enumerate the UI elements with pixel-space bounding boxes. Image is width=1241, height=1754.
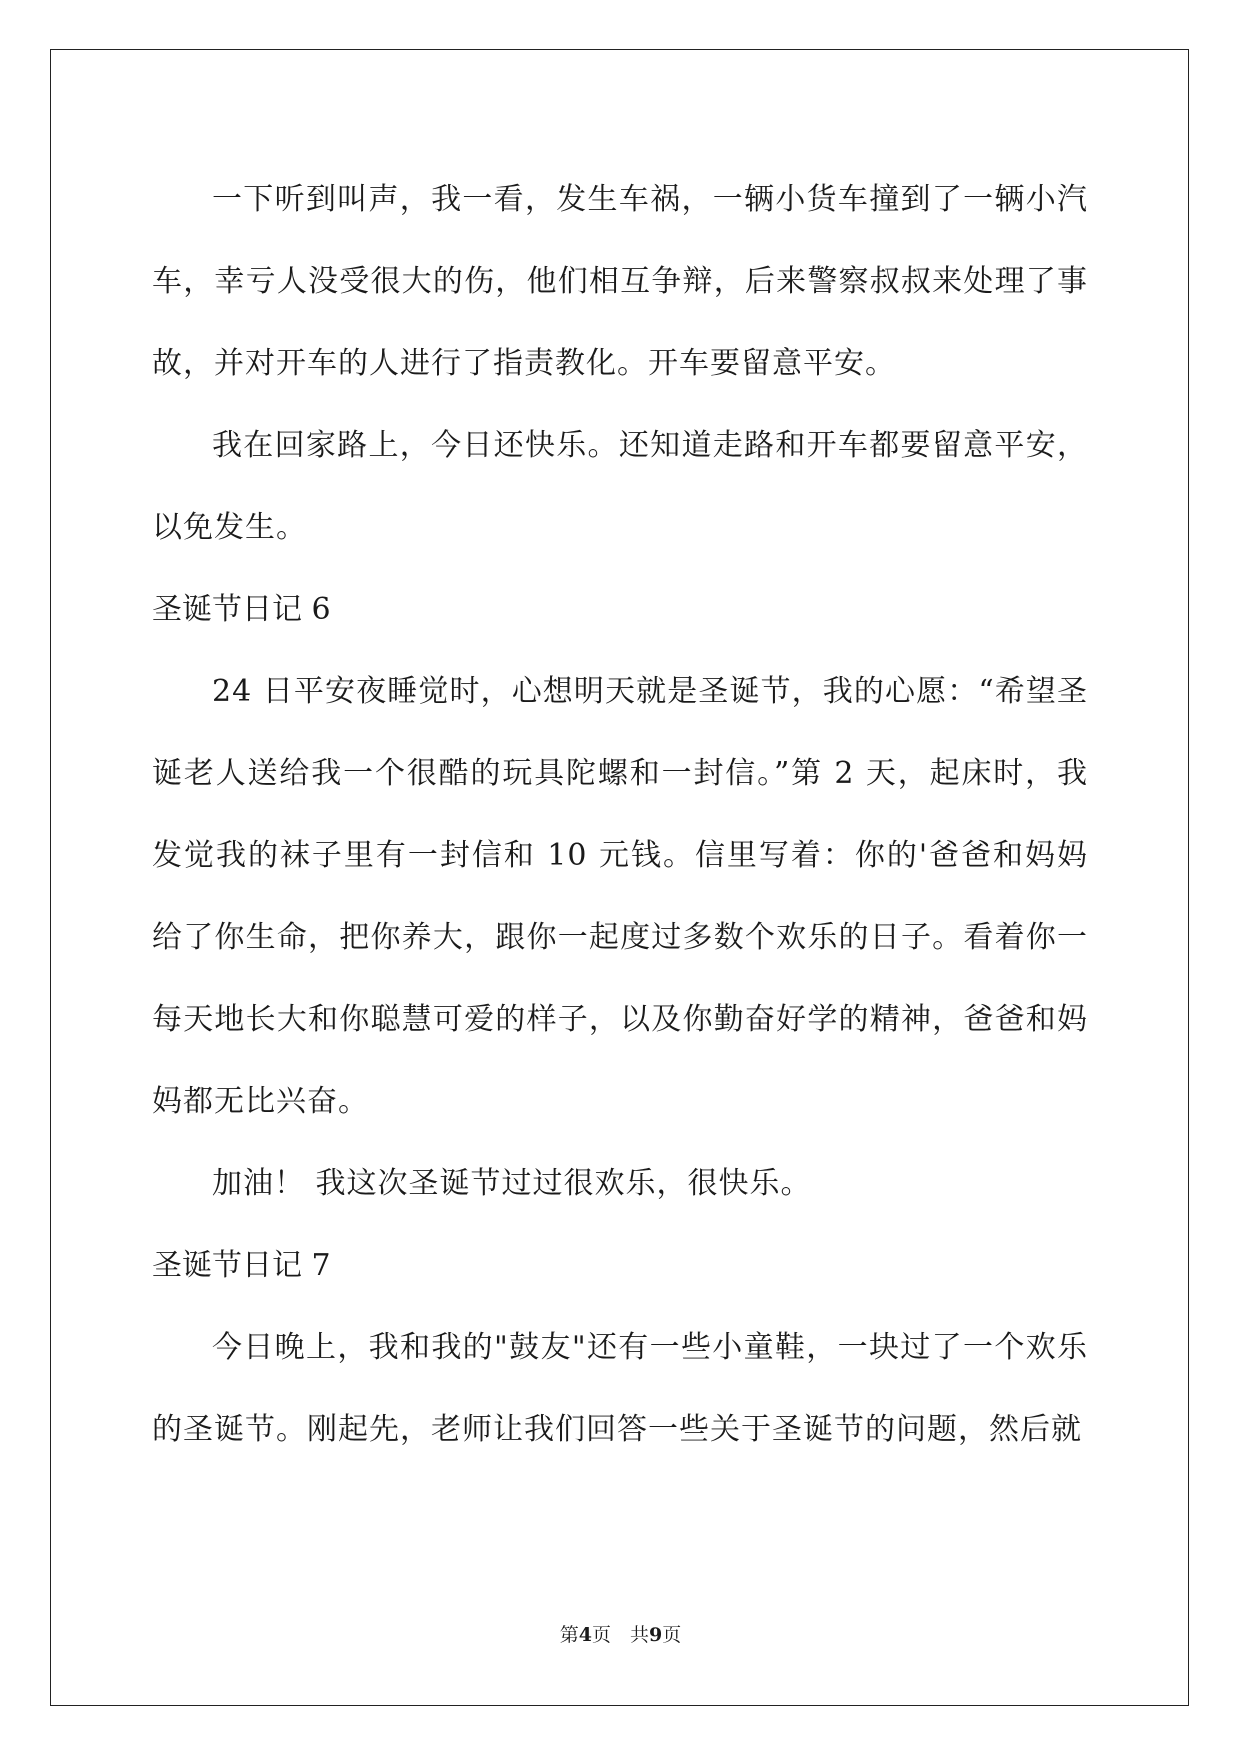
footer-mid: 页 共 [591, 1624, 649, 1646]
paragraph: 一下听到叫声，我一看，发生车祸，一辆小货车撞到了一辆小汽车，幸亏人没受很大的伤，他们相互争辩，后来警察叔叔来处理了事故，并对开车的人进行了指责教化。开车要留意平安。 [152, 182, 1088, 381]
paragraph: 今日晚上，我和我的"鼓友"还有一些小童鞋，一块过了一个欢乐的圣诞节。刚起先，老师让我们回答一些关于圣诞节的问题，然后就 [152, 1330, 1088, 1447]
page-footer [0, 1620, 1241, 1647]
paragraph: 加油！ 我这次圣诞节过过很欢乐，很快乐。 [212, 1166, 812, 1201]
total-page-number: 9 [649, 1624, 663, 1646]
document-body [152, 159, 1088, 1471]
footer-prefix: 第 [559, 1624, 579, 1646]
footer-suffix: 页 [662, 1624, 682, 1646]
paragraph: 我在回家路上，今日还快乐。还知道走路和开车都要留意平安，以免发生。 [152, 428, 1088, 545]
section-title: 圣诞节日记 6 [152, 592, 331, 627]
current-page-number: 4 [578, 1624, 592, 1646]
paragraph: 24 日平安夜睡觉时，心想明天就是圣诞节，我的心愿：“希望圣诞老人送给我一个很酷的玩具陀螺和一封信。”第 2 天，起床时，我发觉我的袜子里有一封信和 10 元钱。信里写着：你的'爸爸和妈妈给了你生命，把你养大，跟你一起度过多数个欢乐的日子。看着你一每天地长大和你聪慧可爱的样子，以及你勤奋好学的精神，爸爸和妈妈都无比兴奋。 [152, 674, 1088, 1119]
section-title: 圣诞节日记 7 [152, 1248, 331, 1283]
